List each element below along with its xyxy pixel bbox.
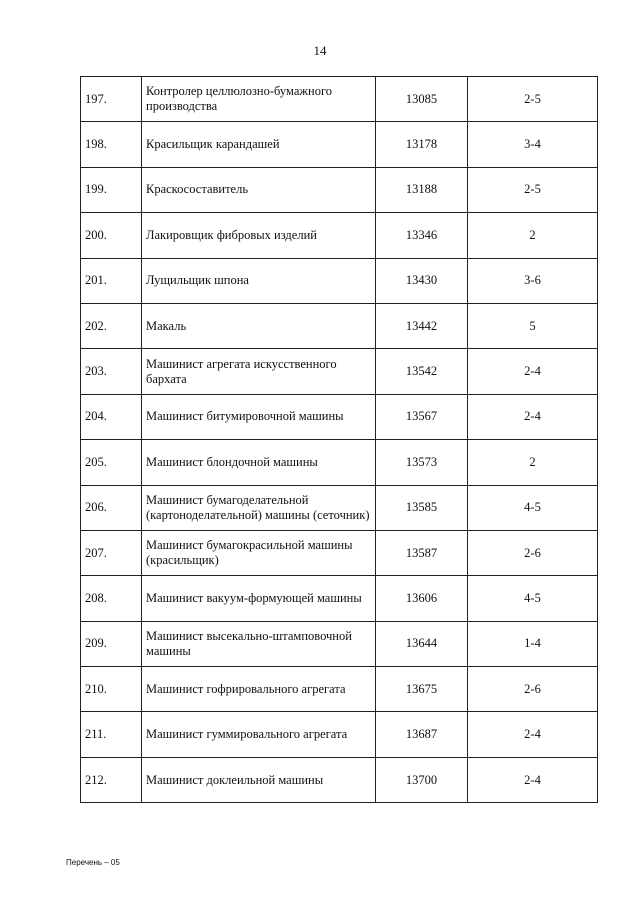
table-row: [81, 77, 598, 122]
table-row: [81, 167, 598, 212]
profession-code: 13430: [376, 258, 468, 303]
profession-code: 13585: [376, 485, 468, 530]
row-number: 208.: [81, 576, 142, 621]
profession-name: Машинист бумагоделательной (картоноделательной) машины (сеточник): [142, 485, 376, 530]
row-number: 205.: [81, 440, 142, 485]
profession-code: 13606: [376, 576, 468, 621]
profession-name: Макаль: [142, 303, 376, 348]
profession-name: Машинист агрегата искусственного бархата: [142, 349, 376, 394]
row-number: 201.: [81, 258, 142, 303]
grade-range: 2-4: [468, 757, 598, 802]
row-number: 210.: [81, 667, 142, 712]
row-number: 198.: [81, 122, 142, 167]
table-row: [81, 258, 598, 303]
table-row: [81, 530, 598, 575]
row-number: 211.: [81, 712, 142, 757]
row-number: 202.: [81, 303, 142, 348]
table-row: [81, 485, 598, 530]
table-row: [81, 349, 598, 394]
row-number: 209.: [81, 621, 142, 666]
table-row: [81, 213, 598, 258]
profession-name: Машинист вакуум-формующей машины: [142, 576, 376, 621]
profession-name: Лущильщик шпона: [142, 258, 376, 303]
grade-range: 4-5: [468, 576, 598, 621]
grade-range: 2: [468, 440, 598, 485]
footer-label: Перечень – 05: [66, 858, 120, 867]
profession-code: 13573: [376, 440, 468, 485]
grade-range: 2-5: [468, 77, 598, 122]
profession-code: 13085: [376, 77, 468, 122]
row-number: 203.: [81, 349, 142, 394]
grade-range: 2-4: [468, 349, 598, 394]
row-number: 197.: [81, 77, 142, 122]
profession-name: Лакировщик фибровых изделий: [142, 213, 376, 258]
page-number: 14: [313, 43, 327, 58]
profession-name: Машинист высекально-штамповочной машины: [142, 621, 376, 666]
grade-range: 5: [468, 303, 598, 348]
table-row: [81, 576, 598, 621]
grade-range: 2-5: [468, 167, 598, 212]
profession-code: 13346: [376, 213, 468, 258]
profession-name: Красильщик карандашей: [142, 122, 376, 167]
grade-range: 2-4: [468, 394, 598, 439]
table-row: [81, 122, 598, 167]
row-number: 199.: [81, 167, 142, 212]
profession-code: 13687: [376, 712, 468, 757]
profession-name: Машинист бумагокрасильной машины (красильщик): [142, 530, 376, 575]
table-row: [81, 440, 598, 485]
profession-name: Машинист гуммировального агрегата: [142, 712, 376, 757]
table-row: [81, 667, 598, 712]
profession-code: 13587: [376, 530, 468, 575]
grade-range: 4-5: [468, 485, 598, 530]
profession-code: 13700: [376, 757, 468, 802]
grade-range: 1-4: [468, 621, 598, 666]
profession-code: 13178: [376, 122, 468, 167]
profession-code: 13567: [376, 394, 468, 439]
table-body: [81, 77, 598, 803]
row-number: 200.: [81, 213, 142, 258]
table-row: [81, 621, 598, 666]
grade-range: 2-6: [468, 667, 598, 712]
table-row: [81, 394, 598, 439]
profession-code: 13675: [376, 667, 468, 712]
profession-name: Машинист гофрировального агрегата: [142, 667, 376, 712]
grade-range: 2: [468, 213, 598, 258]
table-row: [81, 303, 598, 348]
profession-name: Контролер целлюлозно-бумажного производства: [142, 77, 376, 122]
grade-range: 3-4: [468, 122, 598, 167]
row-number: 207.: [81, 530, 142, 575]
table-row: [81, 712, 598, 757]
professions-table: [80, 76, 598, 803]
row-number: 206.: [81, 485, 142, 530]
profession-code: 13644: [376, 621, 468, 666]
profession-code: 13188: [376, 167, 468, 212]
profession-name: Краскосоставитель: [142, 167, 376, 212]
profession-name: Машинист доклеильной машины: [142, 757, 376, 802]
row-number: 204.: [81, 394, 142, 439]
profession-code: 13442: [376, 303, 468, 348]
table-row: [81, 757, 598, 802]
profession-name: Машинист битумировочной машины: [142, 394, 376, 439]
profession-code: 13542: [376, 349, 468, 394]
profession-name: Машинист блондочной машины: [142, 440, 376, 485]
grade-range: 2-4: [468, 712, 598, 757]
grade-range: 2-6: [468, 530, 598, 575]
grade-range: 3-6: [468, 258, 598, 303]
row-number: 212.: [81, 757, 142, 802]
